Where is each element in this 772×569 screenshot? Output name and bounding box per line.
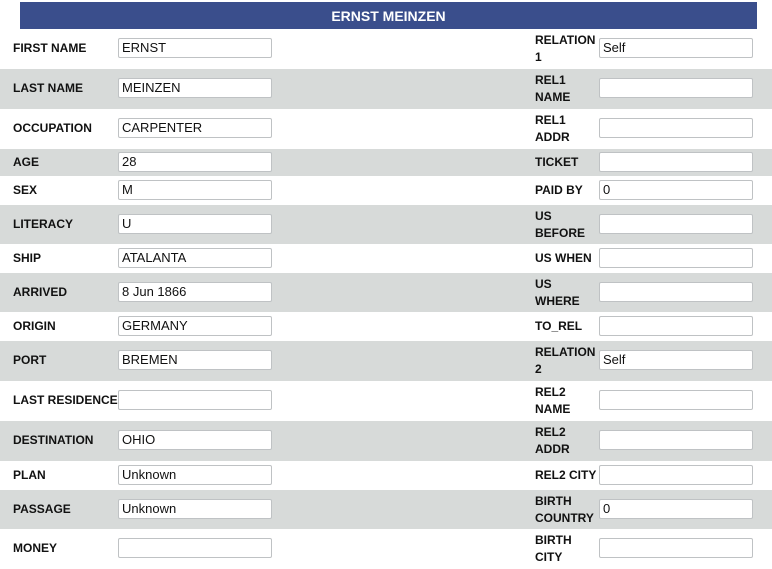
form-row (0, 109, 772, 149)
relation-2-field[interactable]: Self (599, 350, 753, 370)
passage-field[interactable]: Unknown (118, 499, 272, 519)
field-label: REL2 CITY (535, 468, 597, 482)
field-label: SEX (13, 183, 38, 197)
occupation-field[interactable]: CARPENTER (118, 118, 272, 138)
field-label: PLAN (13, 468, 46, 482)
ship-field[interactable]: ATALANTA (118, 248, 272, 268)
rel2-addr-field[interactable] (599, 430, 753, 450)
field-label: PAID BY (535, 183, 583, 197)
relation-1-field[interactable]: Self (599, 38, 753, 58)
field-label: US BEFORE (535, 209, 586, 240)
field-label: RELATION 2 (535, 345, 596, 376)
field-label: MONEY (13, 541, 58, 555)
paid-by-field[interactable]: 0 (599, 180, 753, 200)
field-label: LAST NAME (13, 81, 83, 95)
plan-field[interactable]: Unknown (118, 465, 272, 485)
birth-city-field[interactable] (599, 538, 753, 558)
rel2-city-field[interactable] (599, 465, 753, 485)
destination-field[interactable]: OHIO (118, 430, 272, 450)
form-row (0, 69, 772, 109)
field-label: TICKET (535, 155, 579, 169)
field-label: AGE (13, 155, 40, 169)
field-label: OCCUPATION (13, 121, 92, 135)
form-row (0, 421, 772, 461)
record-title: ERNST MEINZEN (20, 2, 757, 29)
field-label: US WHEN (535, 251, 592, 265)
sex-field[interactable]: M (118, 180, 272, 200)
field-label: PORT (13, 353, 47, 367)
field-label: RELATION 1 (535, 33, 596, 64)
us-when-field[interactable] (599, 248, 753, 268)
field-label: ORIGIN (13, 319, 56, 333)
form-row (0, 244, 772, 273)
form-row (0, 176, 772, 205)
field-label: SHIP (13, 251, 42, 265)
age-field[interactable]: 28 (118, 152, 272, 172)
form-row (0, 529, 772, 569)
literacy-field[interactable]: U (118, 214, 272, 234)
last-name-field[interactable]: MEINZEN (118, 78, 272, 98)
field-label: PASSAGE (13, 502, 71, 516)
form-row (0, 29, 772, 69)
birth-country-field[interactable]: 0 (599, 499, 753, 519)
form-row (0, 149, 772, 176)
form-row (0, 341, 772, 381)
field-label: FIRST NAME (13, 41, 87, 55)
origin-field[interactable]: GERMANY (118, 316, 272, 336)
field-label: TO_REL (535, 319, 583, 333)
arrived-field[interactable]: 8 Jun 1866 (118, 282, 272, 302)
form-row (0, 312, 772, 341)
field-label: REL1 ADDR (535, 113, 570, 144)
field-label: REL2 ADDR (535, 425, 570, 456)
us-where-field[interactable] (599, 282, 753, 302)
record-form (0, 29, 772, 569)
us-before-field[interactable] (599, 214, 753, 234)
field-label: DESTINATION (13, 433, 94, 447)
field-label: LAST RESIDENCE (13, 393, 118, 407)
port-field[interactable]: BREMEN (118, 350, 272, 370)
form-row (0, 273, 772, 312)
form-row (0, 381, 772, 421)
field-label: LITERACY (13, 217, 73, 231)
field-label: BIRTH COUNTRY (535, 494, 594, 525)
field-label: US WHERE (535, 277, 580, 308)
last-residence-field[interactable] (118, 390, 272, 410)
ticket-field[interactable] (599, 152, 753, 172)
form-row (0, 461, 772, 490)
form-row (0, 205, 772, 244)
money-field[interactable] (118, 538, 272, 558)
to-rel-field[interactable] (599, 316, 753, 336)
rel1-name-field[interactable] (599, 78, 753, 98)
field-label: BIRTH CITY (535, 533, 572, 564)
field-label: ARRIVED (13, 285, 68, 299)
rel2-name-field[interactable] (599, 390, 753, 410)
field-label: REL1 NAME (535, 73, 571, 104)
form-row (0, 490, 772, 529)
rel1-addr-field[interactable] (599, 118, 753, 138)
field-label: REL2 NAME (535, 385, 571, 416)
first-name-field[interactable]: ERNST (118, 38, 272, 58)
